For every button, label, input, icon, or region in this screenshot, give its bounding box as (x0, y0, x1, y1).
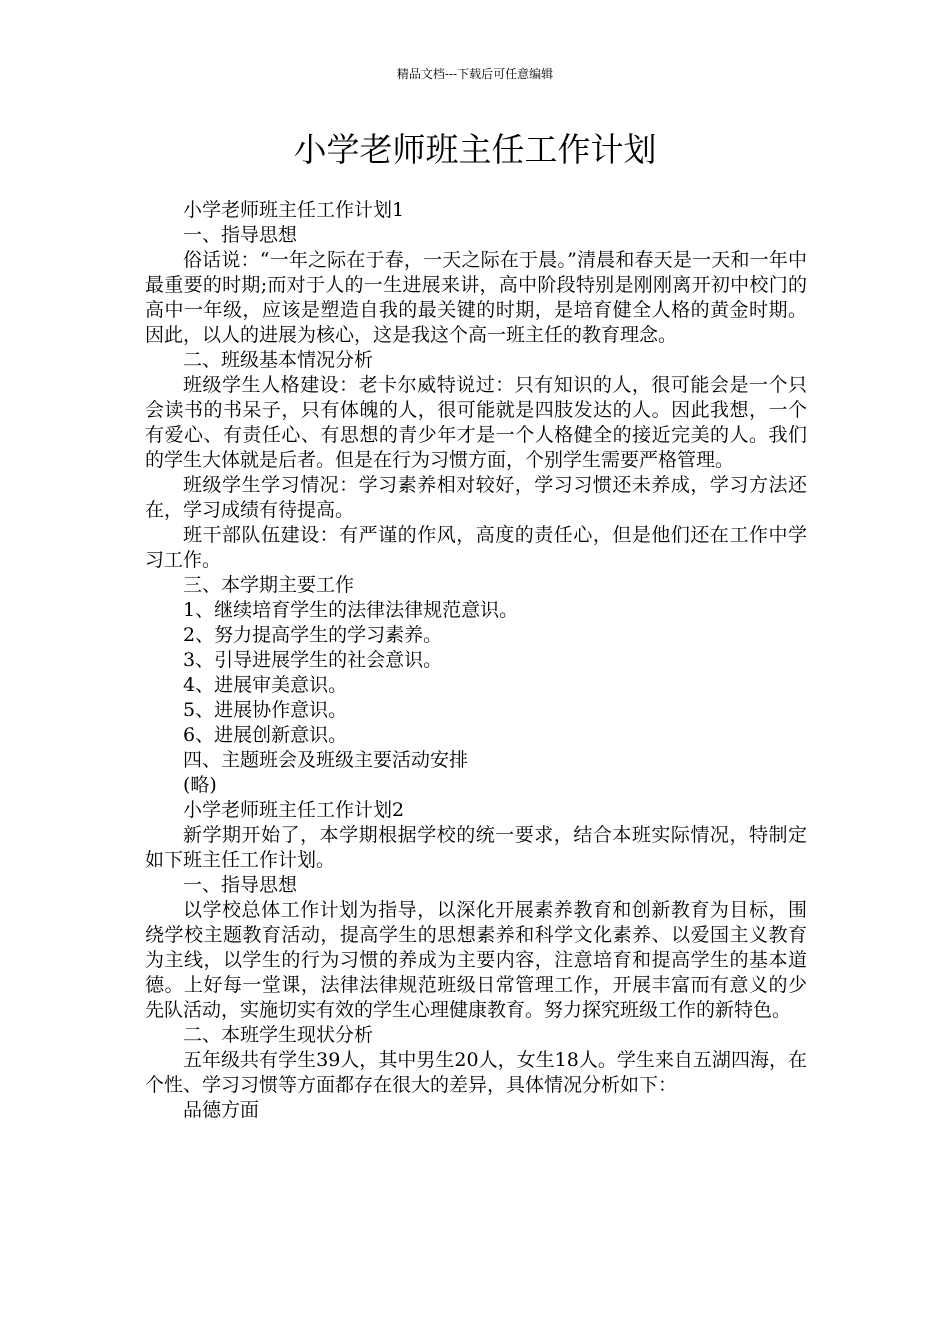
heading-activities: 四、主题班会及班级主要活动安排 (183, 749, 469, 771)
section-heading-plan-1: 小学老师班主任工作计划1 (183, 199, 405, 221)
list-item-6: 6、进展创新意识。 (183, 724, 348, 746)
heading-morality: 品德方面 (183, 1099, 260, 1121)
heading-main-work: 三、本学期主要工作 (183, 574, 355, 596)
section-heading-plan-2: 小学老师班主任工作计划2 (183, 799, 405, 821)
paragraph-proverb: 俗话说：“一年之际在于春，一天之际在于晨。”清晨和春天是一天和一年中最重要的时期;而对于人的一生进展来讲，高中阶段特别是刚刚离开初中校门的高中一年级，应该是塑造自我的最关键的时期，是培育健全人格的黄金时期。因此，以人的进展为核心，这是我这个高一班主任的教育理念。 (145, 249, 807, 346)
document-title: 小学老师班主任工作计划 (293, 130, 657, 169)
list-item-4: 4、进展审美意识。 (183, 674, 348, 696)
paragraph-study-status: 班级学生学习情况：学习素养相对较好，学习习惯还未养成，学习方法还在，学习成绩有待提高。 (145, 474, 807, 521)
list-item-2: 2、努力提高学生的学习素养。 (183, 624, 443, 646)
paragraph-omitted: (略) (183, 774, 217, 796)
heading-guiding-ideology-2: 一、指导思想 (183, 874, 298, 896)
paragraph-class-cadre: 班干部队伍建设：有严谨的作风，高度的责任心，但是他们还在工作中学习工作。 (145, 524, 807, 571)
document-body (145, 198, 807, 1123)
list-item-3: 3、引导进展学生的社会意识。 (183, 649, 443, 671)
paragraph-new-term: 新学期开始了，本学期根据学校的统一要求，结合本班实际情况，特制定如下班主任工作计划。 (145, 824, 807, 871)
header-note: 精品文档---下载后可任意编辑 (396, 67, 554, 81)
paragraph-personality: 班级学生人格建设：老卡尔威特说过：只有知识的人，很可能会是一个只会读书的书呆子，只有体魄的人，很可能就是四肢发达的人。因此我想，一个有爱心、有责任心、有思想的青少年才是一个人格健全的接近完美的人。我们的学生大体就是后者。但是在行为习惯方面，个别学生需要严格管理。 (145, 374, 807, 471)
heading-guiding-ideology: 一、指导思想 (183, 224, 298, 246)
paragraph-school-plan: 以学校总体工作计划为指导，以深化开展素养教育和创新教育为目标，围绕学校主题教育活动，提高学生的思想素养和科学文化素养、以爱国主义教育为主线，以学生的行为习惯的养成为主要内容，注意培育和提高学生的基本道德。上好每一堂课，法律法律规范班级日常管理工作，开展丰富而有意义的少先队活动，实施切实有效的学生心理健康教育。努力探究班级工作的新特色。 (145, 899, 807, 1021)
list-item-5: 5、进展协作意识。 (183, 699, 348, 721)
list-item-1: 1、继续培育学生的法律法律规范意识。 (183, 599, 519, 621)
paragraph-student-count: 五年级共有学生39人，其中男生20人，女生18人。学生来自五湖四海，在个性、学习习惯等方面都存在很大的差异，具体情况分析如下： (145, 1049, 807, 1096)
heading-class-analysis: 二、班级基本情况分析 (183, 349, 374, 371)
heading-student-status: 二、本班学生现状分析 (183, 1024, 374, 1046)
